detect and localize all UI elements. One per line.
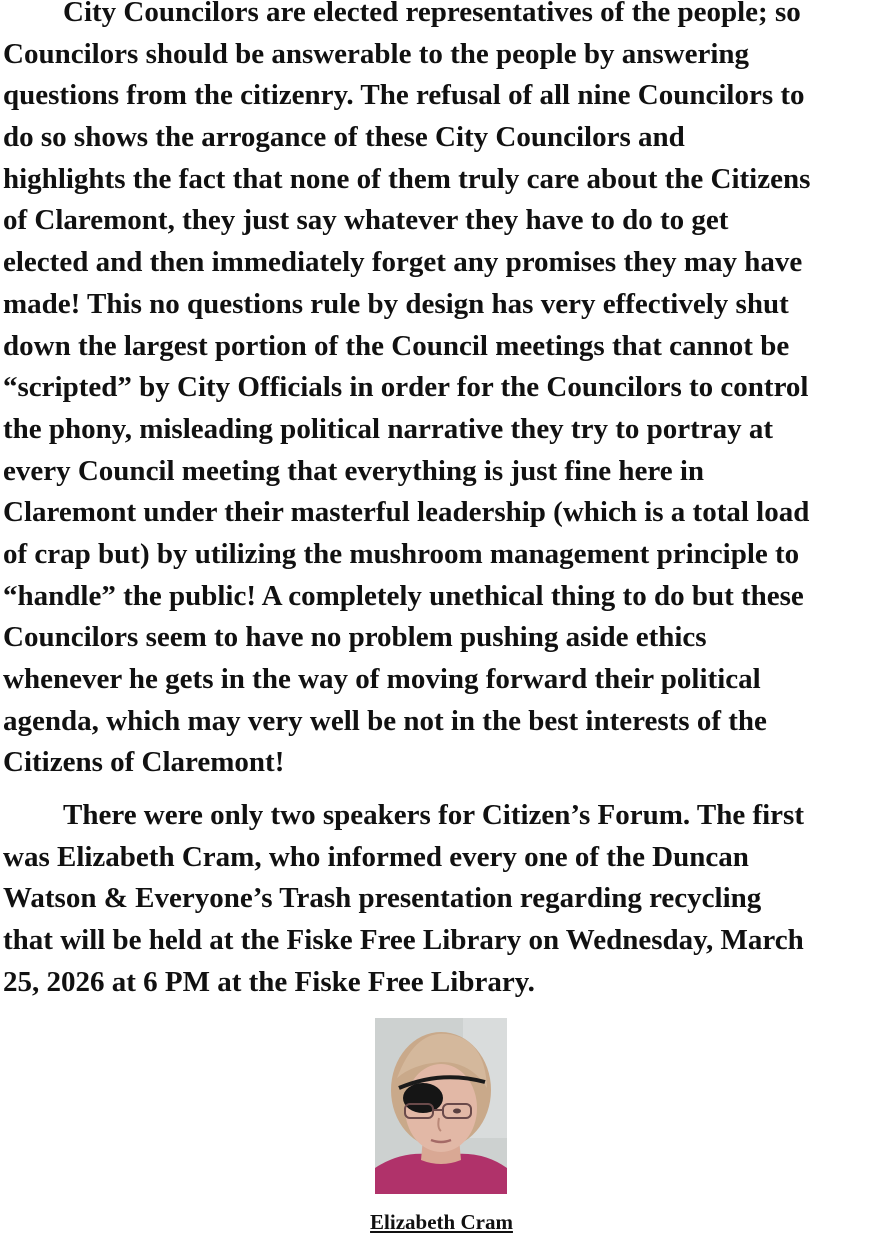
text-line: 25, 2026 at 6 PM at the Fiske Free Library. (3, 965, 535, 998)
text-line: City Councilors are elected representatives of the people; so (63, 0, 801, 28)
photo-caption-text: Elizabeth Cram (370, 1210, 513, 1234)
text-line: do so shows the arrogance of these City Councilors and (3, 121, 685, 154)
text-line: whenever he gets in the way of moving forward their political (3, 663, 761, 695)
text-line: elected and then immediately forget any promises they may have (3, 246, 803, 279)
text-line: Councilors should be answerable to the people by answering (3, 37, 750, 70)
text-line: Citizens of Claremont! (3, 746, 285, 779)
text-line: was Elizabeth Cram, who informed every one of the Duncan (3, 840, 749, 873)
portrait-photo (375, 1018, 507, 1194)
text-line: the phony, misleading political narrative they try to portray at (3, 412, 774, 445)
photo-caption (0, 1208, 880, 1236)
text-line: Claremont under their masterful leadership (which is a total load (3, 496, 810, 529)
text-line: highlights the fact that none of them truly care about the Citizens (3, 162, 811, 195)
text-line: every Council meeting that everything is just fine here in (3, 454, 705, 487)
text-line: Councilors seem to have no problem pushing aside ethics (3, 621, 707, 654)
body-paragraph-2 (0, 795, 804, 1003)
text-line: questions from the citizenry. The refusal of all nine Councilors to (3, 79, 805, 112)
text-line: “scripted” by City Officials in order for the Councilors to control (3, 371, 809, 404)
text-line: made! This no questions rule by design has very effectively shut (3, 287, 789, 320)
text-line: down the largest portion of the Council meetings that cannot be (3, 329, 790, 362)
text-line: “handle” the public! A completely unethical thing to do but these (3, 579, 804, 612)
text-line: that will be held at the Fiske Free Library on Wednesday, March (3, 924, 804, 957)
text-line: There were only two speakers for Citizen’s Forum. The first (63, 799, 805, 831)
text-line: of crap but) by utilizing the mushroom management principle to (3, 537, 800, 570)
text-line: agenda, which may very well be not in the best interests of the (3, 704, 767, 737)
text-line: Watson & Everyone’s Trash presentation regarding recycling (3, 882, 762, 915)
portrait-illustration (375, 1018, 507, 1194)
text-line: of Claremont, they just say whatever they have to do to get (3, 204, 729, 237)
